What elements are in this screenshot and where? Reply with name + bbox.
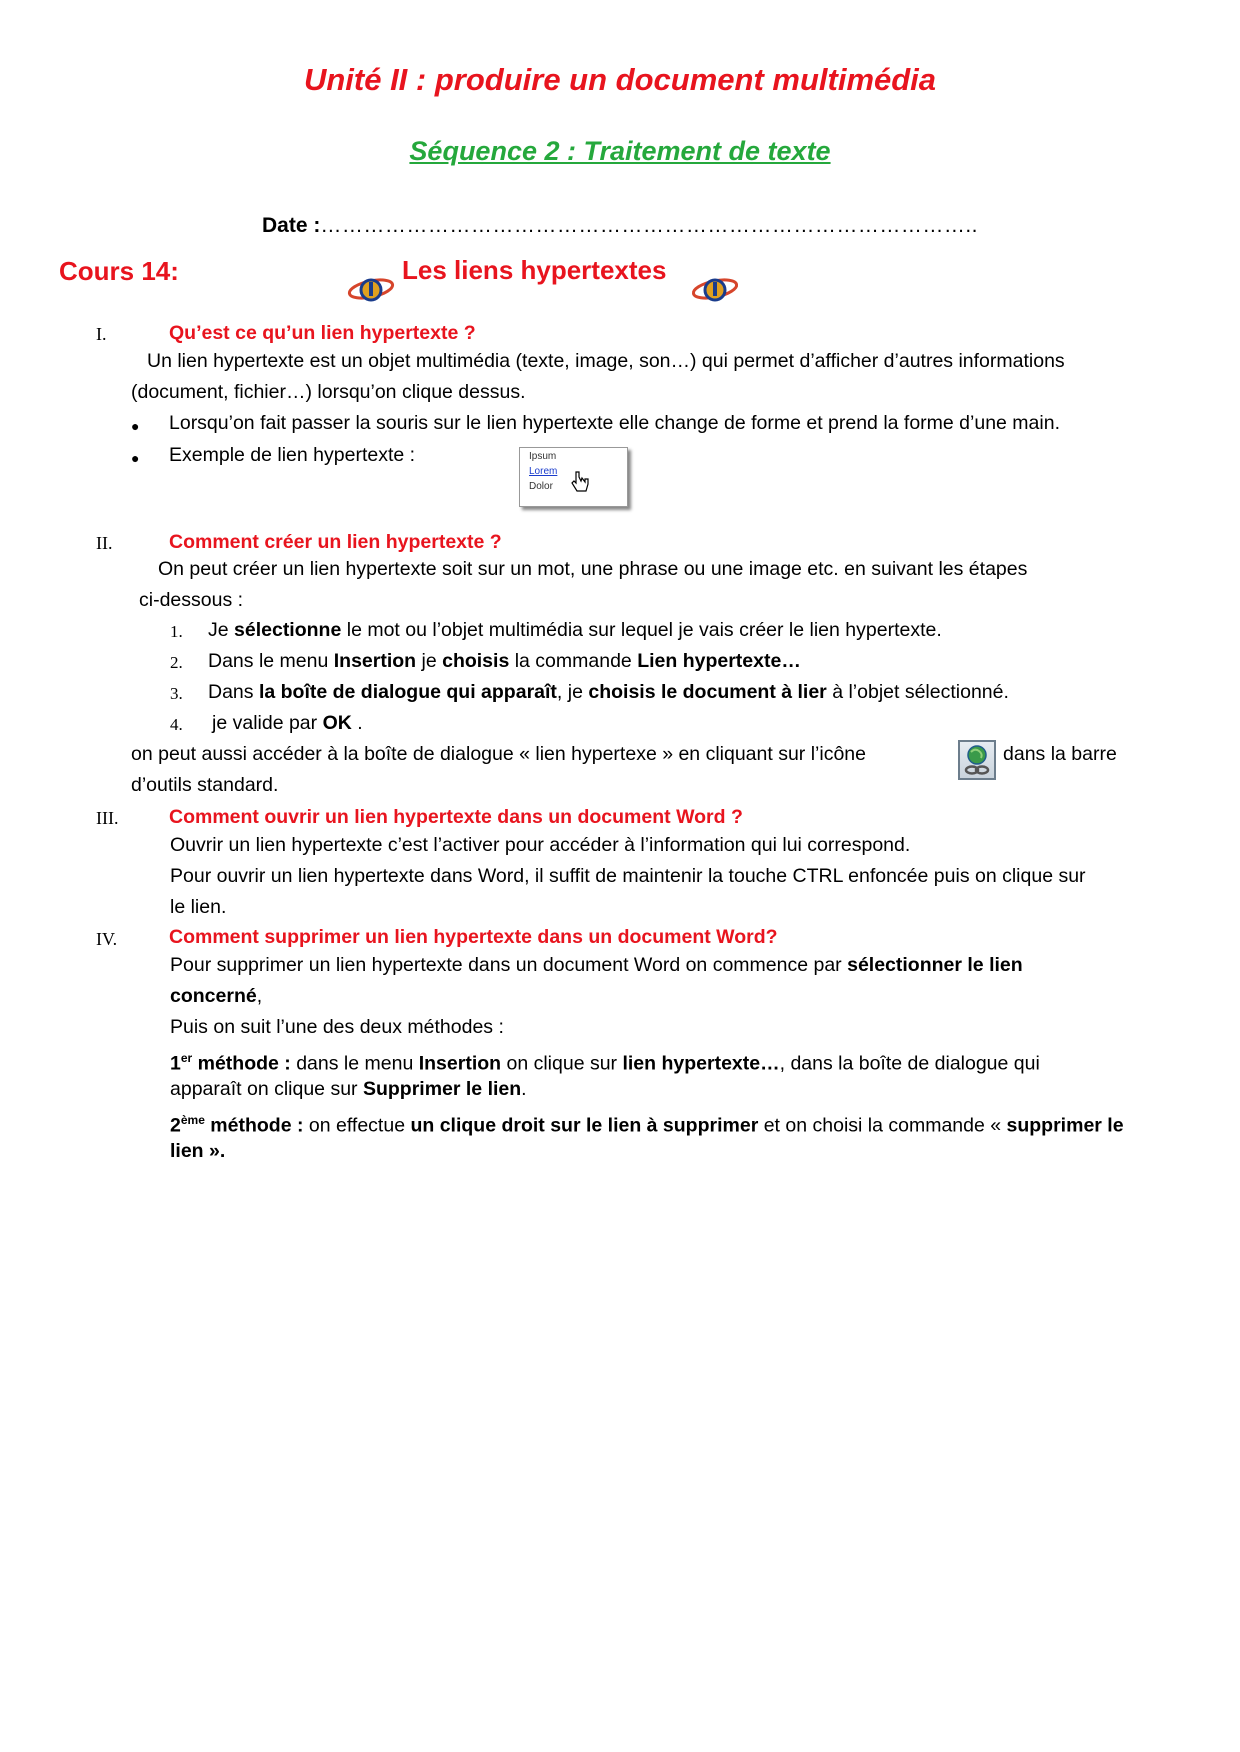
section-3-line3: le lien.	[170, 896, 227, 918]
section-1-para-line1: Un lien hypertexte est un objet multimédia (texte, image, son…) qui permet d’afficher d’autres informations	[147, 350, 1065, 372]
date-dots: ………………………………………………………………………………..	[320, 214, 979, 237]
insert-hyperlink-icon	[958, 740, 996, 780]
section-3-heading: Comment ouvrir un lien hypertexte dans un document Word ?	[169, 806, 743, 828]
internet-explorer-icon	[690, 272, 740, 306]
method-1: 1er méthode : dans le menu Insertion on clique sur lien hypertexte…, dans la boîte de dialogue qui	[170, 1051, 1040, 1075]
sequence-subtitle: Séquence 2 : Traitement de texte	[409, 136, 831, 166]
date-label: Date :	[261, 214, 321, 237]
section-1-numeral: I.	[96, 324, 107, 344]
section-2-note-line2: d’outils standard.	[131, 774, 279, 796]
step-number: 2.	[170, 653, 183, 672]
section-4-heading: Comment supprimer un lien hypertexte dans un document Word?	[169, 926, 778, 948]
example-word: Ipsum	[529, 451, 557, 462]
step-number: 1.	[170, 622, 183, 641]
section-1-bullet1: Lorsqu’on fait passer la souris sur le lien hypertexte elle change de forme et prend la forme d’une main.	[169, 412, 1060, 434]
method-1-line2: apparaît on clique sur Supprimer le lien.	[170, 1078, 527, 1100]
step-2: Dans le menu Insertion je choisis la commande Lien hypertexte…	[208, 650, 801, 672]
bullet-dot: ●	[131, 418, 140, 434]
section-2-note-line1-end: dans la barre	[1003, 743, 1117, 765]
section-1-para-line2: (document, fichier…) lorsqu’on clique dessus.	[131, 381, 526, 403]
step-number: 4.	[170, 715, 183, 734]
date-line	[0, 214, 1240, 238]
example-link-word: Lorem	[529, 466, 558, 477]
step-number: 3.	[170, 684, 183, 703]
section-3-line2: Pour ouvrir un lien hypertexte dans Word, il suffit de maintenir la touche CTRL enfoncée puis on clique sur	[170, 865, 1086, 887]
section-4-line1: Pour supprimer un lien hypertexte dans un document Word on commence par sélectionner le lien	[170, 954, 1023, 976]
hand-cursor-icon	[570, 470, 592, 494]
method-2: 2ème méthode : on effectue un clique droit sur le lien à supprimer et on choisi la commande « supprimer le	[170, 1113, 1124, 1137]
hyperlink-example-image	[519, 447, 628, 507]
section-2-para-line2: ci-dessous :	[139, 589, 244, 611]
step-1: Je sélectionne le mot ou l’objet multimédia sur lequel je vais créer le lien hypertexte.	[208, 619, 942, 641]
bullet-dot: ●	[131, 450, 140, 466]
page-title: Unité II : produire un document multimédia	[303, 62, 937, 97]
section-3-numeral: III.	[96, 808, 119, 828]
method-2-line2: lien ».	[170, 1140, 226, 1162]
section-4-numeral: IV.	[96, 929, 118, 949]
section-2-note-line1: on peut aussi accéder à la boîte de dialogue « lien hypertexe » en cliquant sur l’icône	[131, 743, 866, 765]
section-4-line2: concerné,	[170, 985, 263, 1007]
step-4: je valide par OK .	[212, 712, 363, 734]
section-3-line1: Ouvrir un lien hypertexte c’est l’activer pour accéder à l’information qui lui correspond.	[170, 834, 911, 856]
section-4-line3: Puis on suit l’une des deux méthodes :	[170, 1016, 504, 1038]
section-1-bullet2: Exemple de lien hypertexte :	[169, 444, 416, 466]
section-2-numeral: II.	[96, 533, 113, 553]
section-2-para-line1: On peut créer un lien hypertexte soit sur un mot, une phrase ou une image etc. en suivant les étapes	[158, 558, 1028, 580]
lesson-title: Les liens hypertextes	[402, 255, 667, 285]
cours-label: Cours 14:	[59, 256, 179, 286]
internet-explorer-icon	[346, 272, 396, 306]
section-1-heading: Qu’est ce qu’un lien hypertexte ?	[169, 322, 476, 344]
step-3: Dans la boîte de dialogue qui apparaît, je choisis le document à lier à l’objet sélectionné.	[208, 681, 1009, 703]
example-word: Dolor	[529, 481, 553, 492]
section-2-heading: Comment créer un lien hypertexte ?	[169, 531, 502, 553]
